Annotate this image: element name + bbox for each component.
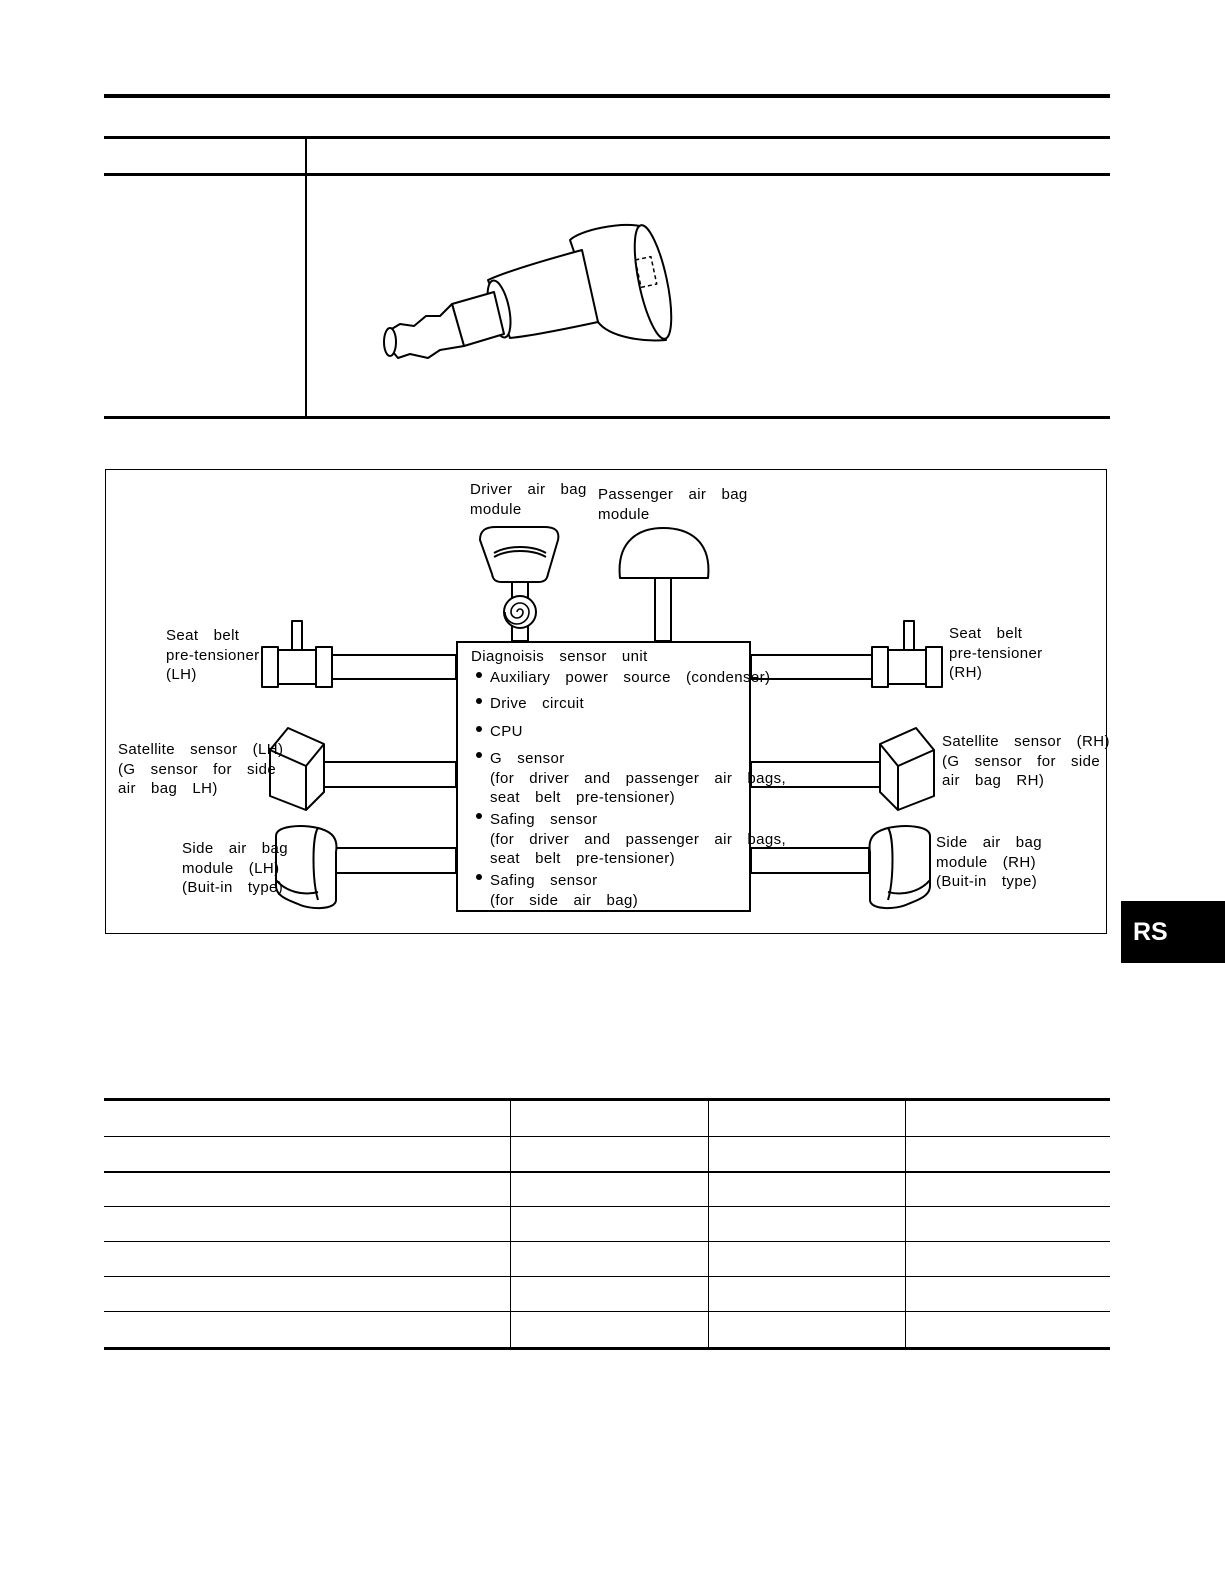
sensor-unit-item: G sensor (for driver and passenger air bags, seat belt pre-tensioner) <box>490 750 787 806</box>
seat-belt-rh-label: Seat belt pre-tensioner (RH) <box>949 625 1043 681</box>
table2-row-rule <box>104 1171 1110 1173</box>
sensor-unit-item: Auxiliary power source (condenser) <box>490 669 771 686</box>
table2-top-rule <box>104 1098 1110 1101</box>
sensor-unit-item: CPU <box>490 723 523 740</box>
bullet-dot <box>476 813 482 819</box>
bullet-dot <box>476 698 482 704</box>
seat-belt-lh-label: Seat belt pre-tensioner (LH) <box>166 627 260 683</box>
bullet-dot <box>476 874 482 880</box>
table2-row-rule <box>104 1311 1110 1312</box>
bullet-dot <box>476 726 482 732</box>
table2-column-divider <box>510 1100 511 1348</box>
driver-air-bag-label: Driver air bag module <box>470 481 587 518</box>
table2-row-rule <box>104 1241 1110 1242</box>
bullet-dot <box>476 752 482 758</box>
satellite-sensor-rh-label: Satellite sensor (RH) (G sensor for side air bag RH) <box>942 733 1110 789</box>
table2-column-divider <box>905 1100 906 1348</box>
sensor-unit-title: Diagnoisis sensor unit <box>471 648 648 665</box>
side-air-bag-lh-label: Side air bag module (LH) (Buit-in type) <box>182 840 288 896</box>
sensor-unit-item: Safing sensor (for side air bag) <box>490 872 639 909</box>
sensor-unit-item: Safing sensor (for driver and passenger air bags, seat belt pre-tensioner) <box>490 811 787 867</box>
satellite-sensor-lh-label: Satellite sensor (LH) (G sensor for side air bag LH) <box>118 741 284 797</box>
passenger-air-bag-label: Passenger air bag module <box>598 486 748 523</box>
table2-row-rule <box>104 1276 1110 1277</box>
table2-row-rule <box>104 1136 1110 1137</box>
table2-bottom-rule <box>104 1347 1110 1350</box>
table2-row-rule <box>104 1206 1110 1207</box>
side-air-bag-rh-label: Side air bag module (RH) (Buit-in type) <box>936 834 1042 890</box>
section-tab-rs: RS <box>1121 901 1225 963</box>
bullet-dot <box>476 672 482 678</box>
table2-column-divider <box>708 1100 709 1348</box>
sensor-unit-item: Drive circuit <box>490 695 585 712</box>
